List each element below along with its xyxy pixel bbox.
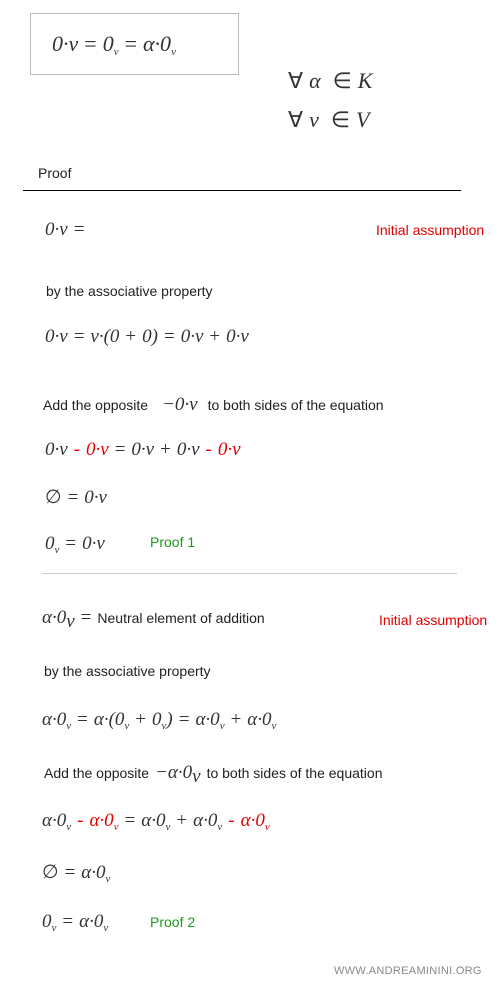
p2-line1 (42, 607, 265, 632)
formula-term: 0 (102, 31, 114, 56)
equals-sign: = (124, 810, 136, 831)
formula-term: 0·v (45, 439, 68, 460)
formula-term: 0·v (52, 31, 79, 56)
proof-2-tag: Proof 2 (150, 914, 196, 930)
subscript: v (113, 821, 119, 833)
minus-sign: - (228, 810, 235, 831)
subscript: v (192, 766, 201, 787)
subscript: v (124, 720, 130, 732)
text: to both sides of the equation (207, 397, 384, 413)
field-k: K (357, 68, 373, 93)
minus-sign: - (77, 810, 84, 831)
proof-rule (23, 190, 461, 191)
empty-set-symbol: ∅ (45, 487, 62, 508)
minus-sign: - (73, 439, 81, 460)
formula-term: 0·v (226, 326, 249, 347)
subscript: v (161, 720, 167, 732)
equals-sign: = (163, 326, 175, 347)
formula-term: α·0 (42, 810, 67, 831)
equals-sign: = (62, 911, 74, 932)
subscript: v (217, 821, 223, 833)
equals-sign: = (124, 31, 137, 56)
subscript: v (113, 46, 119, 58)
forall-symbol: ∀ (288, 107, 304, 132)
equals-sign: = (80, 607, 92, 628)
p2-add-opposite (44, 762, 383, 787)
formula-term: 0·v (180, 326, 204, 347)
p1-eq4 (45, 486, 107, 509)
formula-term: 0·v (84, 487, 107, 508)
equals-sign: = (65, 533, 77, 554)
formula-term: 0·v (45, 326, 68, 347)
subscript: v (54, 544, 60, 556)
equals-sign: = (64, 862, 76, 883)
formula-term: 0 (45, 533, 55, 554)
plus-sign: + (125, 326, 137, 347)
equals-sign: = (73, 219, 85, 240)
formula-term: α·0 (81, 862, 106, 883)
equals-sign: = (114, 439, 126, 460)
formula-term-highlight: α·0 (240, 810, 265, 831)
formula-term: 0 (42, 911, 52, 932)
proof-heading: Proof (38, 165, 72, 181)
plus-sign: + (230, 709, 242, 730)
proof-1-tag: Proof 1 (150, 534, 196, 550)
formula-term: 0 (152, 709, 162, 730)
p2-eq3 (42, 810, 270, 832)
formula-term: 0) (142, 326, 158, 347)
element-of-symbol: ∈ (330, 107, 350, 132)
subscript: v (165, 821, 171, 833)
formula-term-highlight: 0·v (217, 439, 241, 460)
formula-term: α·0 (42, 709, 67, 730)
equals-sign: = (73, 326, 85, 347)
plus-sign: + (135, 709, 147, 730)
space-v: V (356, 107, 370, 132)
p2-eq4 (42, 861, 110, 884)
alpha-symbol: α (309, 68, 321, 93)
subscript: v (103, 922, 109, 934)
subscript: v (264, 821, 270, 833)
formula-term: 0·v (82, 533, 105, 554)
formula-term: α·0 (195, 709, 220, 730)
equals-sign: = (77, 709, 88, 730)
formula-term: 0·v (131, 439, 155, 460)
p2-associative-text: by the associative property (44, 663, 211, 679)
subscript: v (219, 720, 225, 732)
forall-alpha-line (288, 68, 372, 94)
formula-term: α·0 (42, 607, 67, 628)
text: Add the opposite (43, 397, 149, 413)
forall-v-line (288, 107, 369, 133)
p1-assoc-equation (45, 326, 249, 348)
subscript: v (171, 46, 176, 58)
watermark: WWW.ANDREAMININI.ORG (334, 965, 482, 977)
formula-term: α·0 (79, 911, 104, 932)
opposite-term: −0·v (162, 394, 198, 415)
subscript: v (66, 720, 72, 732)
p1-eq5 (45, 533, 105, 555)
subscript: v (271, 720, 277, 732)
element-of-symbol: ∈ (332, 68, 352, 93)
subscript: v (66, 611, 75, 632)
v-symbol: v (309, 107, 319, 132)
formula-term: v·(0 (90, 326, 120, 347)
formula-term: 0·v (176, 439, 200, 460)
subscript: v (105, 873, 111, 885)
forall-symbol: ∀ (288, 68, 304, 93)
neutral-element-text: Neutral element of addition (97, 610, 265, 626)
plus-sign: + (209, 326, 221, 347)
section-separator (42, 573, 457, 574)
equals-sign: = (67, 487, 79, 508)
p1-eq3 (45, 439, 241, 461)
p1-associative-text: by the associative property (46, 283, 213, 299)
p1-initial-assumption: Initial assumption (376, 222, 485, 238)
p1-add-opposite (43, 394, 384, 416)
text: Add the opposite (44, 765, 150, 781)
equals-sign: = (84, 31, 97, 56)
minus-sign: - (205, 439, 212, 460)
formula-term: α·0 (141, 810, 166, 831)
p2-assoc-equation (42, 709, 276, 731)
p2-eq5 (42, 911, 108, 933)
formula-term: 0·v (45, 219, 68, 240)
formula-term-highlight: 0·v (86, 439, 109, 460)
formula-term: α·0 (143, 31, 172, 56)
p2-initial-assumption: Initial assumption (379, 612, 488, 628)
formula-term-highlight: α·0 (89, 810, 114, 831)
close-paren: ) (166, 709, 173, 730)
equals-sign: = (178, 709, 190, 730)
empty-set-symbol: ∅ (42, 862, 59, 883)
formula-term: α·0 (247, 709, 272, 730)
plus-sign: + (176, 810, 188, 831)
formula-term: α·0 (193, 810, 218, 831)
opposite-term: −α·0 (155, 762, 193, 783)
main-formula (52, 31, 176, 57)
plus-sign: + (160, 439, 171, 460)
subscript: v (66, 821, 72, 833)
formula-term: α·(0 (93, 709, 125, 730)
subscript: v (51, 922, 57, 934)
text: to both sides of the equation (206, 765, 383, 781)
p1-line1 (45, 219, 90, 241)
